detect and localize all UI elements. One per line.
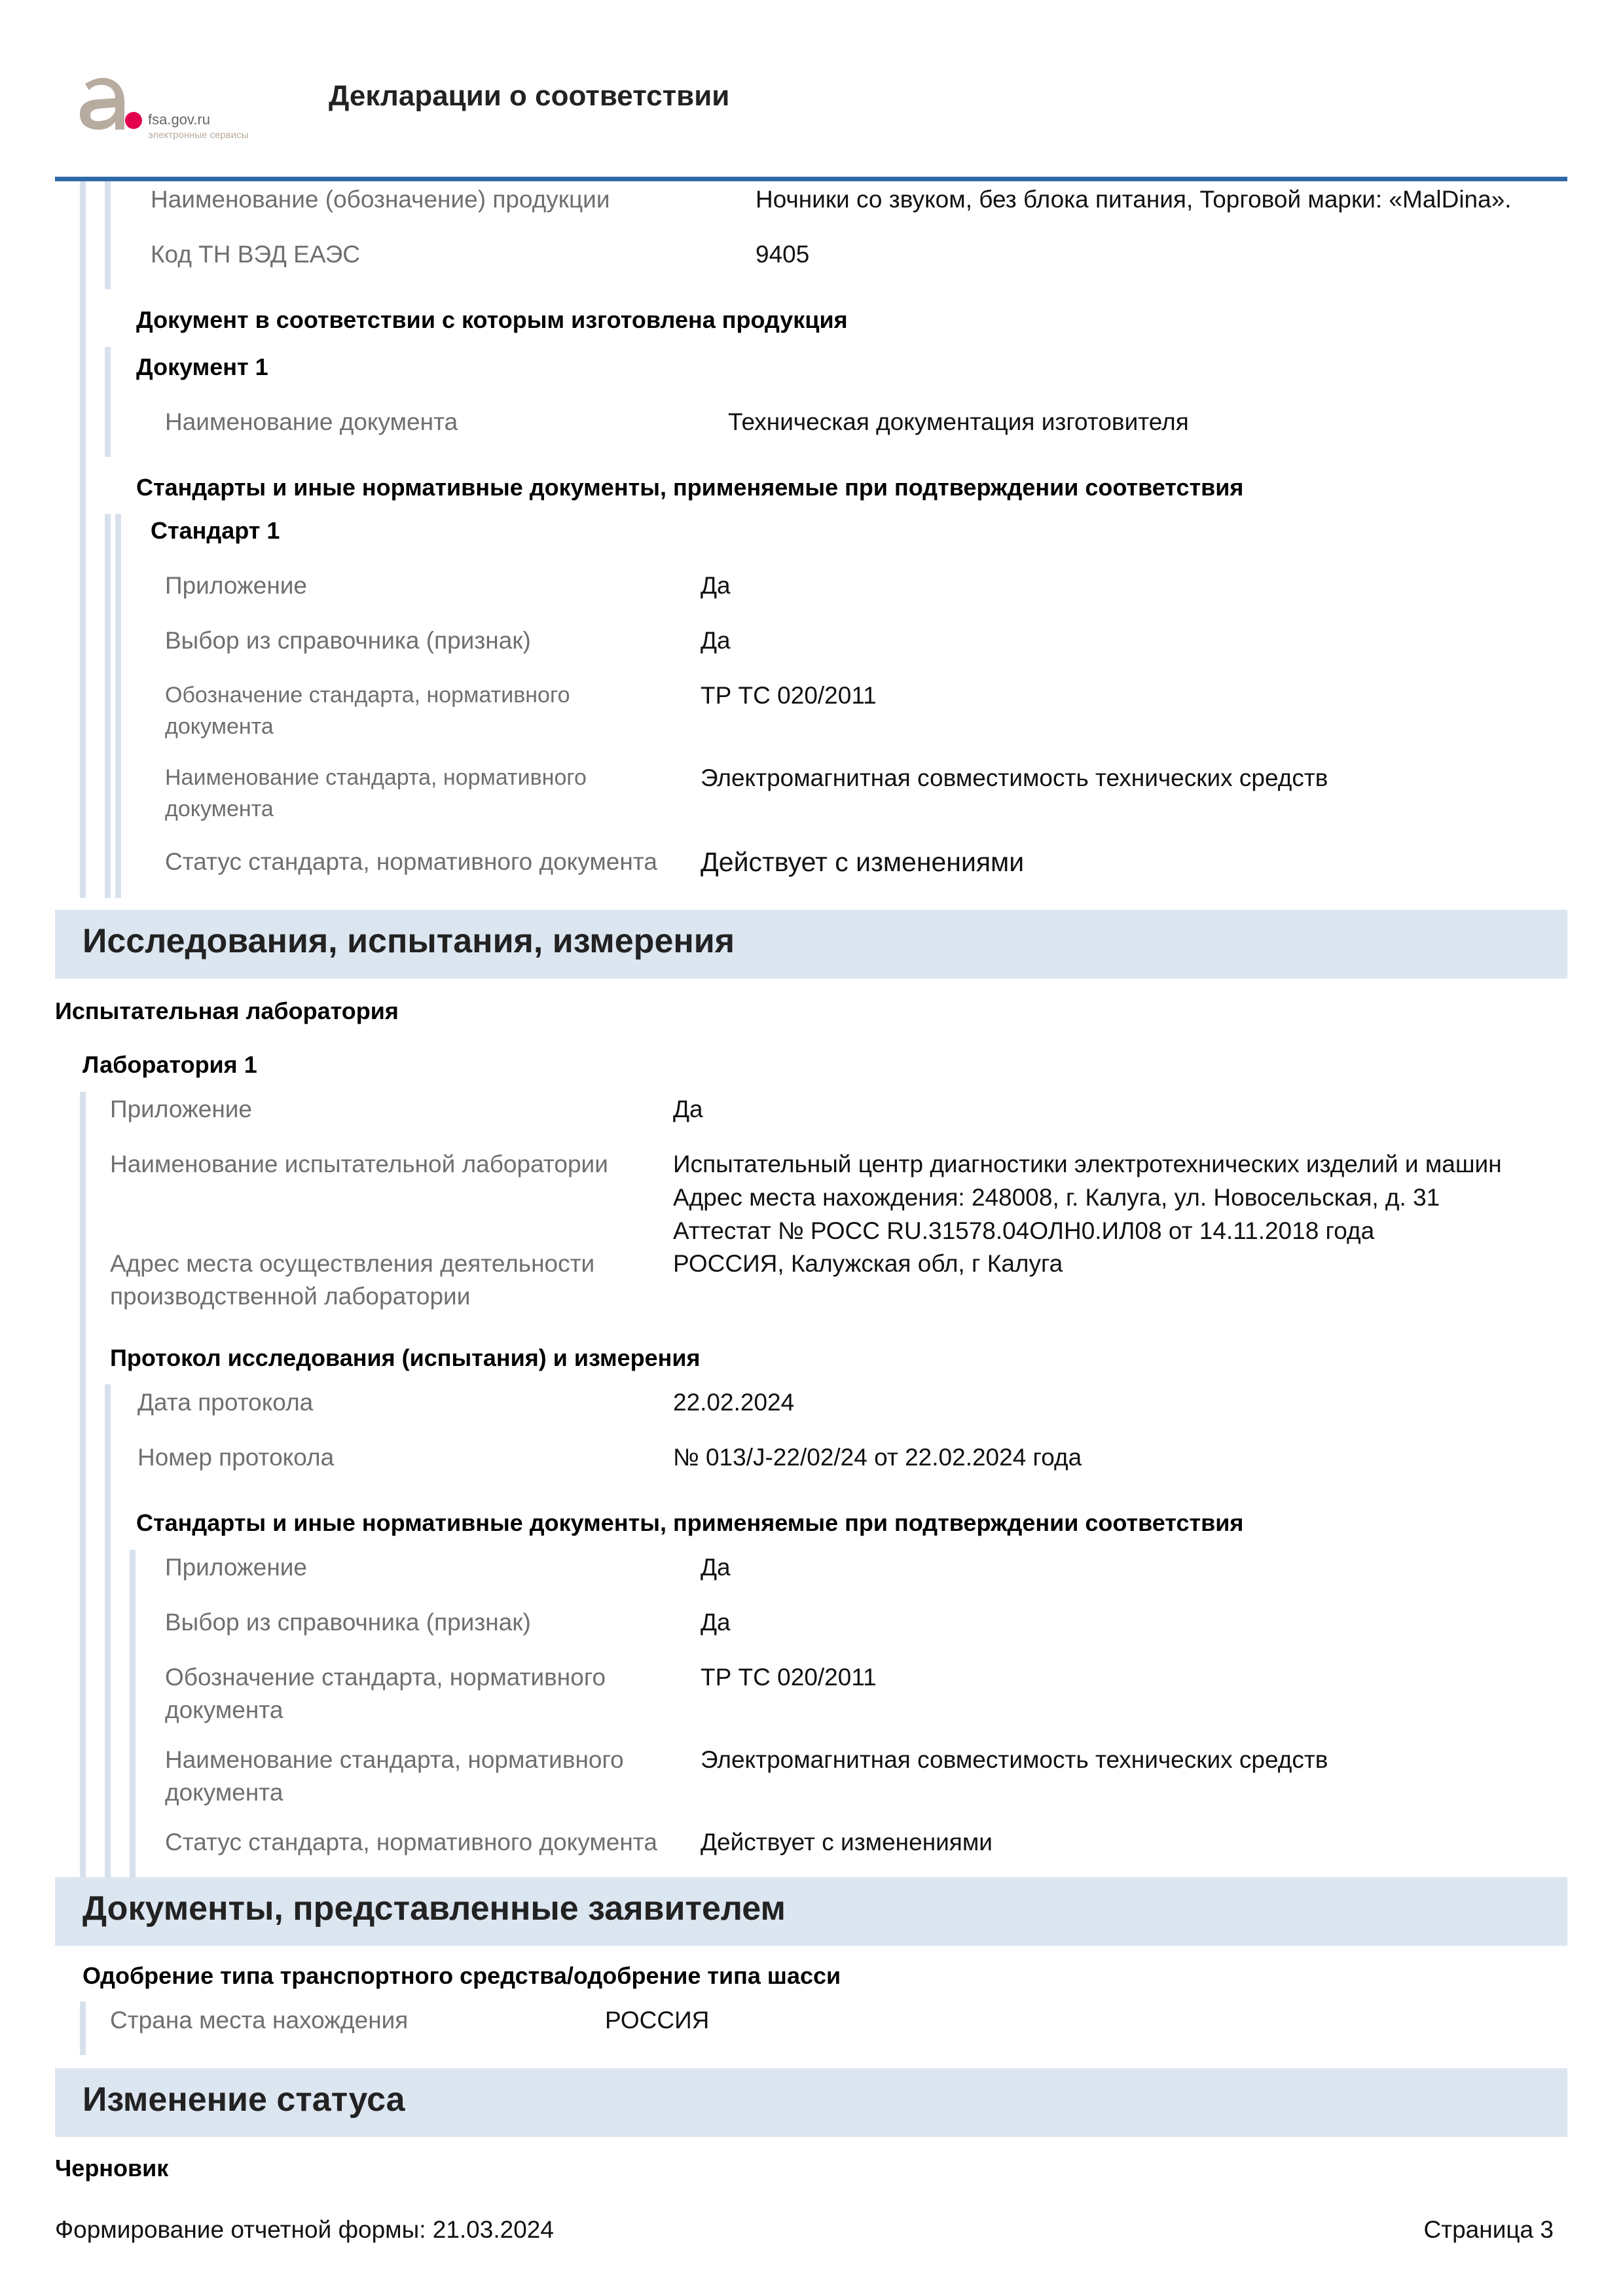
field-label: Обозначение стандарта, нормативного документа: [165, 1664, 606, 1723]
field-label: Статус стандарта, нормативного документа: [165, 1829, 657, 1856]
field-value: ТР ТС 020/2011: [701, 1664, 877, 1691]
field-label: Адрес места осуществления деятельности производственной лаборатории: [110, 1250, 595, 1310]
field-value: № 013/J-22/02/24 от 22.02.2024 года: [673, 1444, 1082, 1471]
field-label: Обозначение стандарта, нормативного документа: [165, 683, 570, 739]
field-label: Номер протокола: [137, 1444, 335, 1471]
field-value: Да: [701, 1554, 731, 1581]
field-value: Да: [701, 572, 731, 599]
status-value: Черновик: [55, 2155, 169, 2181]
subsection-heading: Одобрение типа транспортного средства/одобрение типа шасси: [82, 1962, 841, 1989]
field-label: Наименование стандарта, нормативного документа: [165, 1746, 624, 1806]
section-header-applicant-docs: [55, 1877, 1567, 1946]
item-heading: Документ 1: [136, 353, 268, 380]
subsection-heading: Документ в соответствии с которым изготовлена продукция: [136, 306, 848, 333]
field-label: Выбор из справочника (признак): [165, 627, 531, 654]
page-title: Декларации о соответствии: [329, 80, 730, 112]
field-value: Электромагнитная совместимость технических средств: [701, 1746, 1328, 1773]
indent-bar: [80, 2001, 86, 2055]
field-label: Статус стандарта, нормативного документа: [165, 848, 657, 875]
indent-bar: [115, 514, 121, 898]
section-title: Исследования, испытания, измерения: [82, 922, 735, 960]
fsa-logo-icon: [72, 72, 144, 137]
field-value: РОССИЯ, Калужская обл, г Калуга: [673, 1250, 1063, 1277]
footer-generated-date: Формирование отчетной формы: 21.03.2024: [55, 2216, 554, 2243]
logo-subtitle: электронные сервисы: [148, 130, 249, 141]
lab-attestat-line: Аттестат № РОСС RU.31578.04ОЛН0.ИЛ08 от 14.11.2018 года: [673, 1217, 1375, 1244]
field-label: Страна места нахождения: [110, 2007, 409, 2034]
item-heading: Лаборатория 1: [82, 1051, 257, 1078]
field-value: Электромагнитная совместимость технических средств: [701, 764, 1328, 791]
group-heading: Испытательная лаборатория: [55, 997, 399, 1024]
field-label: Наименование (обозначение) продукции: [151, 186, 610, 213]
field-value: 9405: [756, 241, 810, 268]
field-label: Наименование стандарта, нормативного документа: [165, 765, 587, 821]
section-title: Документы, представленные заявителем: [82, 1890, 786, 1928]
indent-bar: [105, 181, 111, 289]
lab-address-line: Адрес места нахождения: 248008, г. Калуга, ул. Новосельская, д. 31: [673, 1184, 1440, 1211]
indent-bar: [130, 1550, 136, 1877]
field-value: Техническая документация изготовителя: [728, 408, 1189, 435]
field-value: Действует с изменениями: [701, 847, 1025, 877]
field-label: Приложение: [165, 1554, 308, 1581]
item-heading: Стандарт 1: [151, 517, 280, 544]
section-title: Изменение статуса: [82, 2081, 405, 2119]
subsection-heading: Стандарты и иные нормативные документы, применяемые при подтверждении соответствия: [136, 1509, 1244, 1536]
indent-bar: [105, 347, 111, 457]
field-value: Да: [673, 1096, 703, 1122]
field-value: Ночники со звуком, без блока питания, Торговой марки: «MalDina».: [756, 186, 1512, 213]
field-label: Код ТН ВЭД ЕАЭС: [151, 241, 361, 268]
subsection-heading: Протокол исследования (испытания) и измерения: [110, 1344, 701, 1371]
section-header-status-change: [55, 2068, 1567, 2137]
field-label: Приложение: [110, 1096, 253, 1122]
header-rule: [55, 177, 1567, 181]
field-label: Выбор из справочника (признак): [165, 1609, 531, 1636]
field-label: Приложение: [165, 572, 308, 599]
subsection-heading: Стандарты и иные нормативные документы, применяемые при подтверждении соответствия: [136, 474, 1244, 501]
indent-bar: [80, 1092, 86, 1877]
field-label: Дата протокола: [137, 1389, 314, 1416]
field-value: 22.02.2024: [673, 1389, 795, 1416]
field-label: Наименование испытательной лаборатории: [110, 1151, 608, 1177]
footer-page-number: Страница 3: [1423, 2216, 1554, 2243]
field-value: ТР ТС 020/2011: [701, 682, 877, 709]
indent-bar: [105, 514, 111, 898]
indent-bar: [80, 181, 86, 898]
field-value: РОССИЯ: [605, 2007, 710, 2034]
field-value: Действует с изменениями: [701, 1829, 993, 1856]
section-header-research: [55, 910, 1567, 978]
field-label: Наименование документа: [165, 408, 458, 435]
logo-site-text: fsa.gov.ru: [148, 111, 210, 128]
indent-bar: [105, 1384, 111, 1877]
field-value: Да: [701, 1609, 731, 1636]
field-value: Да: [701, 627, 731, 654]
lab-name-line: Испытательный центр диагностики электротехнических изделий и машин: [673, 1151, 1502, 1177]
